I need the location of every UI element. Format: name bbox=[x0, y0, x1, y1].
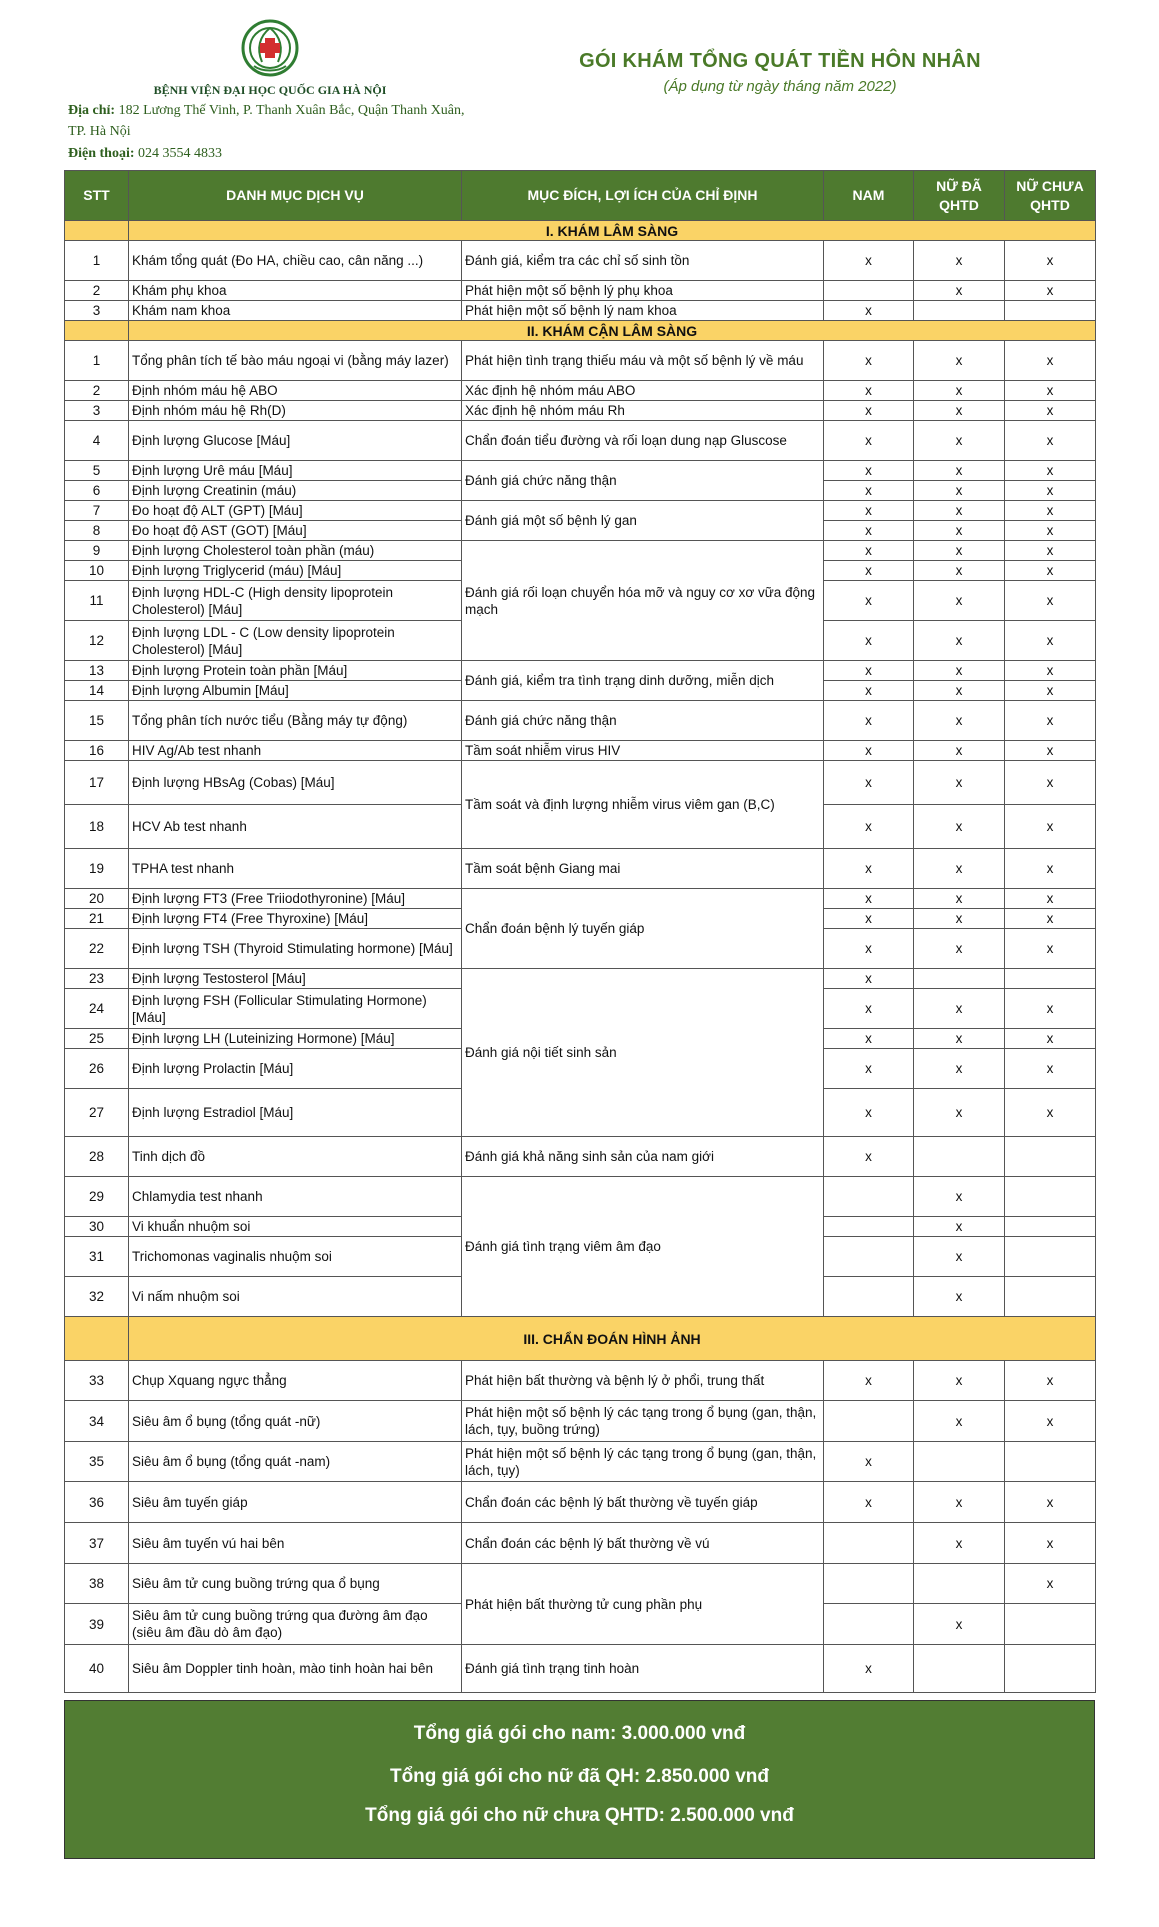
female-single-mark bbox=[1005, 1237, 1096, 1277]
service-purpose: Đánh giá nội tiết sinh sản bbox=[462, 969, 824, 1137]
female-married-mark: x bbox=[914, 849, 1005, 889]
female-single-mark bbox=[1005, 1137, 1096, 1177]
table-row bbox=[65, 241, 1096, 281]
column-header: NỮ CHƯA QHTD bbox=[1005, 171, 1096, 221]
female-married-mark: x bbox=[914, 741, 1005, 761]
row-number: 27 bbox=[65, 1089, 129, 1137]
female-married-mark: x bbox=[914, 1217, 1005, 1237]
hospital-name: BỆNH VIỆN ĐẠI HỌC QUỐC GIA HÀ NỘI bbox=[153, 83, 387, 97]
service-name: Định nhóm máu hệ ABO bbox=[129, 381, 462, 401]
female-single-mark: x bbox=[1005, 989, 1096, 1029]
female-single-mark: x bbox=[1005, 761, 1096, 805]
female-single-mark: x bbox=[1005, 1049, 1096, 1089]
male-mark: x bbox=[824, 1361, 914, 1401]
service-name: Siêu âm ổ bụng (tổng quát -nam) bbox=[129, 1442, 462, 1482]
female-single-mark bbox=[1005, 1442, 1096, 1482]
female-married-mark: x bbox=[914, 1482, 1005, 1523]
male-mark: x bbox=[824, 381, 914, 401]
service-purpose: Phát hiện bất thường và bệnh lý ở phổi, trung thất bbox=[462, 1361, 824, 1401]
female-single-mark: x bbox=[1005, 241, 1096, 281]
female-single-mark: x bbox=[1005, 281, 1096, 301]
male-mark: x bbox=[824, 401, 914, 421]
service-name: Định lượng FT4 (Free Thyroxine) [Máu] bbox=[129, 909, 462, 929]
section-row bbox=[65, 221, 1096, 241]
service-table bbox=[64, 170, 1096, 1693]
row-number: 28 bbox=[65, 1137, 129, 1177]
female-single-mark: x bbox=[1005, 889, 1096, 909]
male-mark: x bbox=[824, 481, 914, 501]
female-married-mark: x bbox=[914, 805, 1005, 849]
female-married-mark: x bbox=[914, 909, 1005, 929]
male-mark bbox=[824, 1277, 914, 1317]
column-header: STT bbox=[65, 171, 129, 221]
address-value: 182 Lương Thế Vinh, P. Thanh Xuân Bắc, Quận Thanh Xuân, TP. Hà Nội bbox=[68, 103, 465, 139]
male-mark: x bbox=[824, 461, 914, 481]
table-row bbox=[65, 1645, 1096, 1693]
female-married-mark: x bbox=[914, 1604, 1005, 1645]
service-name: Vi khuẩn nhuộm soi bbox=[129, 1217, 462, 1237]
female-single-mark: x bbox=[1005, 1401, 1096, 1442]
table-row bbox=[65, 281, 1096, 301]
row-number: 22 bbox=[65, 929, 129, 969]
service-name: Định lượng Triglycerid (máu) [Máu] bbox=[129, 561, 462, 581]
female-single-mark: x bbox=[1005, 1361, 1096, 1401]
page-subtitle: (Áp dụng từ ngày tháng năm 2022) bbox=[663, 78, 897, 95]
male-mark bbox=[824, 1523, 914, 1564]
female-married-mark: x bbox=[914, 581, 1005, 621]
service-name: Định lượng LH (Luteinizing Hormone) [Máu] bbox=[129, 1029, 462, 1049]
row-number: 33 bbox=[65, 1361, 129, 1401]
service-name: Định lượng Creatinin (máu) bbox=[129, 481, 462, 501]
female-married-mark: x bbox=[914, 1049, 1005, 1089]
row-number: 23 bbox=[65, 969, 129, 989]
address-label: Địa chỉ: bbox=[68, 103, 116, 118]
female-single-mark: x bbox=[1005, 521, 1096, 541]
table-row bbox=[65, 381, 1096, 401]
female-single-mark: x bbox=[1005, 541, 1096, 561]
column-header: MỤC ĐÍCH, LỢI ÍCH CỦA CHỈ ĐỊNH bbox=[462, 171, 824, 221]
row-number: 20 bbox=[65, 889, 129, 909]
row-number: 18 bbox=[65, 805, 129, 849]
female-married-mark: x bbox=[914, 381, 1005, 401]
section-spacer bbox=[65, 221, 129, 241]
female-single-mark bbox=[1005, 969, 1096, 989]
row-number: 35 bbox=[65, 1442, 129, 1482]
section-spacer bbox=[65, 1317, 129, 1361]
male-mark: x bbox=[824, 929, 914, 969]
female-single-mark: x bbox=[1005, 849, 1096, 889]
female-single-mark: x bbox=[1005, 481, 1096, 501]
female-single-mark: x bbox=[1005, 621, 1096, 661]
service-name: Khám tổng quát (Đo HA, chiều cao, cân năng ...) bbox=[129, 241, 462, 281]
female-married-mark: x bbox=[914, 929, 1005, 969]
document-header bbox=[0, 0, 1159, 170]
service-name: Chlamydia test nhanh bbox=[129, 1177, 462, 1217]
female-single-mark bbox=[1005, 1177, 1096, 1217]
female-married-mark: x bbox=[914, 1029, 1005, 1049]
row-number: 36 bbox=[65, 1482, 129, 1523]
female-single-mark: x bbox=[1005, 805, 1096, 849]
page-title: GÓI KHÁM TỔNG QUÁT TIỀN HÔN NHÂN bbox=[579, 50, 981, 72]
table-row bbox=[65, 301, 1096, 321]
service-name: Siêu âm tuyến vú hai bên bbox=[129, 1523, 462, 1564]
column-header: NAM bbox=[824, 171, 914, 221]
row-number: 38 bbox=[65, 1564, 129, 1604]
row-number: 26 bbox=[65, 1049, 129, 1089]
service-purpose: Đánh giá một số bệnh lý gan bbox=[462, 501, 824, 541]
section-row bbox=[65, 1317, 1096, 1361]
row-number: 5 bbox=[65, 461, 129, 481]
table-row bbox=[65, 969, 1096, 989]
female-single-mark: x bbox=[1005, 1523, 1096, 1564]
service-name: Siêu âm tử cung buồng trứng qua ổ bụng bbox=[129, 1564, 462, 1604]
service-purpose: Đánh giá tình trạng viêm âm đạo bbox=[462, 1177, 824, 1317]
row-number: 40 bbox=[65, 1645, 129, 1693]
service-purpose: Đánh giá, kiểm tra các chỉ số sinh tồn bbox=[462, 241, 824, 281]
male-mark: x bbox=[824, 1089, 914, 1137]
female-married-mark: x bbox=[914, 241, 1005, 281]
table-row bbox=[65, 1177, 1096, 1217]
female-single-mark: x bbox=[1005, 341, 1096, 381]
service-name: Định lượng FT3 (Free Triiodothyronine) [Máu] bbox=[129, 889, 462, 909]
service-name: Tổng phân tích tế bào máu ngoại vi (bằng máy lazer) bbox=[129, 341, 462, 381]
service-name: Tổng phân tích nước tiểu (Bằng máy tự động) bbox=[129, 701, 462, 741]
service-name: Siêu âm ổ bụng (tổng quát -nữ) bbox=[129, 1401, 462, 1442]
hospital-logo-icon bbox=[240, 18, 300, 78]
service-name: Định lượng Prolactin [Máu] bbox=[129, 1049, 462, 1089]
female-married-mark: x bbox=[914, 1177, 1005, 1217]
female-married-mark: x bbox=[914, 561, 1005, 581]
row-number: 2 bbox=[65, 381, 129, 401]
male-mark: x bbox=[824, 849, 914, 889]
table-row bbox=[65, 1137, 1096, 1177]
service-name: Định lượng FSH (Follicular Stimulating Hormone) [Máu] bbox=[129, 989, 462, 1029]
section-row bbox=[65, 321, 1096, 341]
table-row bbox=[65, 421, 1096, 461]
table-row bbox=[65, 1523, 1096, 1564]
service-name: Định lượng HDL-C (High density lipoprotein Cholesterol) [Máu] bbox=[129, 581, 462, 621]
row-number: 13 bbox=[65, 661, 129, 681]
service-name: Khám nam khoa bbox=[129, 301, 462, 321]
table-row bbox=[65, 1564, 1096, 1604]
service-name: Định lượng Glucose [Máu] bbox=[129, 421, 462, 461]
female-single-mark: x bbox=[1005, 561, 1096, 581]
service-purpose: Đánh giá chức năng thận bbox=[462, 701, 824, 741]
phone bbox=[68, 146, 222, 162]
female-married-mark: x bbox=[914, 421, 1005, 461]
female-single-mark: x bbox=[1005, 681, 1096, 701]
male-mark: x bbox=[824, 501, 914, 521]
female-single-mark bbox=[1005, 1277, 1096, 1317]
price-men: Tổng giá gói cho nam: 3.000.000 vnđ bbox=[413, 1723, 746, 1744]
female-married-mark: x bbox=[914, 1401, 1005, 1442]
female-single-mark: x bbox=[1005, 401, 1096, 421]
male-mark: x bbox=[824, 1049, 914, 1089]
service-purpose: Đánh giá, kiểm tra tình trạng dinh dưỡng, miễn dịch bbox=[462, 661, 824, 701]
service-purpose: Đánh giá khả năng sinh sản của nam giới bbox=[462, 1137, 824, 1177]
service-purpose: Đánh giá chức năng thận bbox=[462, 461, 824, 501]
male-mark: x bbox=[824, 805, 914, 849]
section-title: II. KHÁM CẬN LÂM SÀNG bbox=[129, 321, 1096, 341]
female-single-mark: x bbox=[1005, 929, 1096, 969]
table-row bbox=[65, 741, 1096, 761]
female-married-mark: x bbox=[914, 761, 1005, 805]
service-name: Khám phụ khoa bbox=[129, 281, 462, 301]
service-name: TPHA test nhanh bbox=[129, 849, 462, 889]
service-name: Siêu âm Doppler tinh hoàn, mào tinh hoàn hai bên bbox=[129, 1645, 462, 1693]
service-purpose: Tầm soát nhiễm virus HIV bbox=[462, 741, 824, 761]
row-number: 37 bbox=[65, 1523, 129, 1564]
table-row bbox=[65, 889, 1096, 909]
male-mark bbox=[824, 1217, 914, 1237]
row-number: 29 bbox=[65, 1177, 129, 1217]
service-purpose: Xác định hệ nhóm máu ABO bbox=[462, 381, 824, 401]
service-name: Định lượng LDL - C (Low density lipoprotein Cholesterol) [Máu] bbox=[129, 621, 462, 661]
row-number: 24 bbox=[65, 989, 129, 1029]
table-row bbox=[65, 1482, 1096, 1523]
service-name: Chụp Xquang ngực thẳng bbox=[129, 1361, 462, 1401]
female-married-mark bbox=[914, 301, 1005, 321]
row-number: 12 bbox=[65, 621, 129, 661]
male-mark: x bbox=[824, 581, 914, 621]
female-married-mark: x bbox=[914, 889, 1005, 909]
table-row bbox=[65, 501, 1096, 521]
male-mark: x bbox=[824, 701, 914, 741]
male-mark: x bbox=[824, 909, 914, 929]
service-purpose: Phát hiện tình trạng thiếu máu và một số bệnh lý về máu bbox=[462, 341, 824, 381]
female-married-mark: x bbox=[914, 621, 1005, 661]
female-married-mark: x bbox=[914, 1089, 1005, 1137]
male-mark bbox=[824, 1177, 914, 1217]
service-purpose: Tầm soát bệnh Giang mai bbox=[462, 849, 824, 889]
service-name: Định lượng Urê máu [Máu] bbox=[129, 461, 462, 481]
row-number: 11 bbox=[65, 581, 129, 621]
female-married-mark: x bbox=[914, 1361, 1005, 1401]
service-name: Định lượng Protein toàn phần [Máu] bbox=[129, 661, 462, 681]
female-single-mark: x bbox=[1005, 909, 1096, 929]
female-single-mark bbox=[1005, 1217, 1096, 1237]
female-single-mark: x bbox=[1005, 1564, 1096, 1604]
table-row bbox=[65, 541, 1096, 561]
row-number: 7 bbox=[65, 501, 129, 521]
row-number: 9 bbox=[65, 541, 129, 561]
male-mark bbox=[824, 1604, 914, 1645]
service-purpose: Chẩn đoán các bệnh lý bất thường về vú bbox=[462, 1523, 824, 1564]
table-row bbox=[65, 849, 1096, 889]
column-header: NỮ ĐÃ QHTD bbox=[914, 171, 1005, 221]
service-name: Đo hoạt độ ALT (GPT) [Máu] bbox=[129, 501, 462, 521]
female-married-mark: x bbox=[914, 1237, 1005, 1277]
service-purpose: Chẩn đoán tiểu đường và rối loạn dung nạp Gluscose bbox=[462, 421, 824, 461]
male-mark: x bbox=[824, 969, 914, 989]
row-number: 1 bbox=[65, 241, 129, 281]
row-number: 2 bbox=[65, 281, 129, 301]
column-header: DANH MỤC DỊCH VỤ bbox=[129, 171, 462, 221]
male-mark bbox=[824, 1564, 914, 1604]
service-name: Siêu âm tuyến giáp bbox=[129, 1482, 462, 1523]
male-mark: x bbox=[824, 661, 914, 681]
service-name: Định lượng Cholesterol toàn phần (máu) bbox=[129, 541, 462, 561]
male-mark: x bbox=[824, 1137, 914, 1177]
male-mark: x bbox=[824, 341, 914, 381]
row-number: 32 bbox=[65, 1277, 129, 1317]
row-number: 1 bbox=[65, 341, 129, 381]
male-mark: x bbox=[824, 1029, 914, 1049]
male-mark: x bbox=[824, 889, 914, 909]
row-number: 25 bbox=[65, 1029, 129, 1049]
male-mark: x bbox=[824, 241, 914, 281]
address bbox=[68, 100, 468, 142]
female-married-mark: x bbox=[914, 461, 1005, 481]
row-number: 21 bbox=[65, 909, 129, 929]
row-number: 6 bbox=[65, 481, 129, 501]
row-number: 30 bbox=[65, 1217, 129, 1237]
section-spacer bbox=[65, 321, 129, 341]
female-single-mark bbox=[1005, 1645, 1096, 1693]
male-mark: x bbox=[824, 1645, 914, 1693]
female-single-mark bbox=[1005, 301, 1096, 321]
table-row bbox=[65, 1361, 1096, 1401]
male-mark: x bbox=[824, 761, 914, 805]
row-number: 19 bbox=[65, 849, 129, 889]
phone-label: Điện thoại: bbox=[68, 146, 135, 161]
female-married-mark: x bbox=[914, 541, 1005, 561]
female-married-mark: x bbox=[914, 661, 1005, 681]
female-single-mark: x bbox=[1005, 581, 1096, 621]
table-row bbox=[65, 1442, 1096, 1482]
service-purpose: Chẩn đoán bệnh lý tuyến giáp bbox=[462, 889, 824, 969]
price-women-single: Tổng giá gói cho nữ chưa QHTD: 2.500.000 vnđ bbox=[365, 1805, 794, 1826]
service-name: Tinh dịch đồ bbox=[129, 1137, 462, 1177]
row-number: 34 bbox=[65, 1401, 129, 1442]
female-single-mark: x bbox=[1005, 701, 1096, 741]
female-single-mark: x bbox=[1005, 1029, 1096, 1049]
service-name: Định lượng Estradiol [Máu] bbox=[129, 1089, 462, 1137]
male-mark bbox=[824, 1401, 914, 1442]
male-mark bbox=[824, 281, 914, 301]
male-mark: x bbox=[824, 1482, 914, 1523]
table-row bbox=[65, 461, 1096, 481]
table-row bbox=[65, 341, 1096, 381]
female-married-mark: x bbox=[914, 681, 1005, 701]
male-mark: x bbox=[824, 421, 914, 461]
table-row bbox=[65, 661, 1096, 681]
table-row bbox=[65, 761, 1096, 805]
male-mark: x bbox=[824, 301, 914, 321]
row-number: 4 bbox=[65, 421, 129, 461]
row-number: 3 bbox=[65, 301, 129, 321]
row-number: 16 bbox=[65, 741, 129, 761]
row-number: 14 bbox=[65, 681, 129, 701]
male-mark: x bbox=[824, 681, 914, 701]
female-married-mark: x bbox=[914, 281, 1005, 301]
price-summary bbox=[64, 1700, 1095, 1859]
service-name: Định lượng Albumin [Máu] bbox=[129, 681, 462, 701]
male-mark: x bbox=[824, 561, 914, 581]
female-married-mark: x bbox=[914, 341, 1005, 381]
female-married-mark: x bbox=[914, 989, 1005, 1029]
service-name: Đo hoạt độ AST (GOT) [Máu] bbox=[129, 521, 462, 541]
service-purpose: Đánh giá rối loạn chuyển hóa mỡ và nguy cơ xơ vữa động mạch bbox=[462, 541, 824, 661]
section-title: I. KHÁM LÂM SÀNG bbox=[129, 221, 1096, 241]
row-number: 17 bbox=[65, 761, 129, 805]
female-married-mark bbox=[914, 1645, 1005, 1693]
row-number: 3 bbox=[65, 401, 129, 421]
service-purpose: Chẩn đoán các bệnh lý bất thường về tuyến giáp bbox=[462, 1482, 824, 1523]
table-header-row bbox=[65, 171, 1096, 221]
female-married-mark: x bbox=[914, 1277, 1005, 1317]
service-purpose: Xác định hệ nhóm máu Rh bbox=[462, 401, 824, 421]
female-single-mark: x bbox=[1005, 661, 1096, 681]
male-mark: x bbox=[824, 621, 914, 661]
male-mark: x bbox=[824, 521, 914, 541]
phone-value: 024 3554 4833 bbox=[138, 146, 222, 161]
service-name: Định nhóm máu hệ Rh(D) bbox=[129, 401, 462, 421]
price-women-married: Tổng giá gói cho nữ đã QH: 2.850.000 vnđ bbox=[389, 1766, 770, 1787]
row-number: 39 bbox=[65, 1604, 129, 1645]
male-mark: x bbox=[824, 741, 914, 761]
female-single-mark: x bbox=[1005, 1482, 1096, 1523]
service-purpose: Đánh giá tình trạng tinh hoàn bbox=[462, 1645, 824, 1693]
female-married-mark: x bbox=[914, 501, 1005, 521]
female-married-mark bbox=[914, 1564, 1005, 1604]
table-row bbox=[65, 701, 1096, 741]
service-name: Định lượng TSH (Thyroid Stimulating hormone) [Máu] bbox=[129, 929, 462, 969]
service-purpose: Phát hiện một số bệnh lý các tạng trong ổ bụng (gan, thận, lách, tụy) bbox=[462, 1442, 824, 1482]
service-name: Định lượng HBsAg (Cobas) [Máu] bbox=[129, 761, 462, 805]
female-single-mark: x bbox=[1005, 501, 1096, 521]
row-number: 10 bbox=[65, 561, 129, 581]
row-number: 8 bbox=[65, 521, 129, 541]
row-number: 15 bbox=[65, 701, 129, 741]
female-married-mark: x bbox=[914, 481, 1005, 501]
female-single-mark: x bbox=[1005, 741, 1096, 761]
female-single-mark: x bbox=[1005, 381, 1096, 401]
table-row bbox=[65, 401, 1096, 421]
female-married-mark bbox=[914, 1137, 1005, 1177]
female-married-mark: x bbox=[914, 401, 1005, 421]
service-name: Trichomonas vaginalis nhuộm soi bbox=[129, 1237, 462, 1277]
service-purpose: Tầm soát và định lượng nhiễm virus viêm gan (B,C) bbox=[462, 761, 824, 849]
service-purpose: Phát hiện một số bệnh lý nam khoa bbox=[462, 301, 824, 321]
service-name: HCV Ab test nhanh bbox=[129, 805, 462, 849]
female-single-mark bbox=[1005, 1604, 1096, 1645]
female-married-mark: x bbox=[914, 521, 1005, 541]
female-married-mark bbox=[914, 969, 1005, 989]
male-mark bbox=[824, 1237, 914, 1277]
female-single-mark: x bbox=[1005, 1089, 1096, 1137]
section-title: III. CHẨN ĐOÁN HÌNH ẢNH bbox=[129, 1317, 1096, 1361]
female-married-mark: x bbox=[914, 1523, 1005, 1564]
service-name: Vi nấm nhuộm soi bbox=[129, 1277, 462, 1317]
table-row bbox=[65, 1401, 1096, 1442]
male-mark: x bbox=[824, 989, 914, 1029]
female-married-mark: x bbox=[914, 701, 1005, 741]
service-purpose: Phát hiện bất thường tử cung phần phụ bbox=[462, 1564, 824, 1645]
female-single-mark: x bbox=[1005, 461, 1096, 481]
female-single-mark: x bbox=[1005, 421, 1096, 461]
male-mark: x bbox=[824, 1442, 914, 1482]
service-name: Định lượng Testosterol [Máu] bbox=[129, 969, 462, 989]
row-number: 31 bbox=[65, 1237, 129, 1277]
service-purpose: Phát hiện một số bệnh lý các tạng trong ổ bụng (gan, thận, lách, tụy, buồng trứng) bbox=[462, 1401, 824, 1442]
service-name: HIV Ag/Ab test nhanh bbox=[129, 741, 462, 761]
male-mark: x bbox=[824, 541, 914, 561]
service-name: Siêu âm tử cung buồng trứng qua đường âm đạo (siêu âm đầu dò âm đạo) bbox=[129, 1604, 462, 1645]
female-married-mark bbox=[914, 1442, 1005, 1482]
service-purpose: Phát hiện một số bệnh lý phụ khoa bbox=[462, 281, 824, 301]
